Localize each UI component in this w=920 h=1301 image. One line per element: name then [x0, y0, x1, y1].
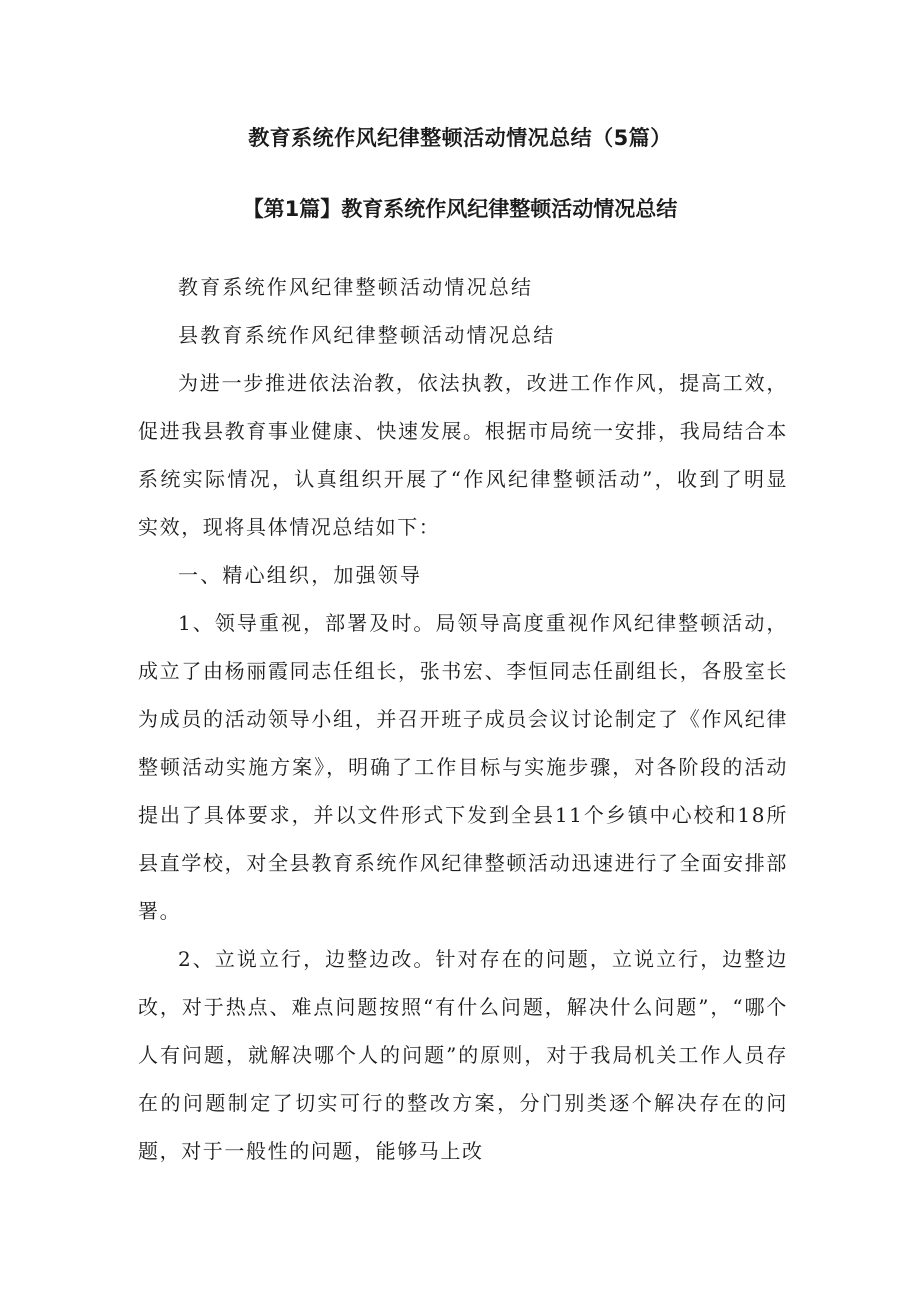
- chapter-heading: 【第1篇】教育系统作风纪律整顿活动情况总结: [242, 197, 678, 221]
- document-body: [138, 263, 788, 1175]
- section-heading-1: 一、精心组织，加强领导: [178, 563, 423, 587]
- paragraph-subtitle: 教育系统作风纪律整顿活动情况总结: [178, 275, 534, 299]
- paragraph-item-2: 2、立说立行，边整边改。针对存在的问题，立说立行，边整边改，对于热点、难点问题按照“有什么问题，解决什么问题”，“哪个人有问题，就解决哪个人的问题”的原则，对于我局机关工作人员存在的问题制定了切实可行的整改方案，分门别类逐个解决存在的问题，对于一般性的问题，能够马上改: [138, 947, 788, 1163]
- document-title: 教育系统作风纪律整顿活动情况总结（5篇）: [248, 126, 672, 150]
- paragraph-item-1: 1、领导重视，部署及时。局领导高度重视作风纪律整顿活动，成立了由杨丽霞同志任组长，张书宏、李恒同志任副组长，各股室长为成员的活动领导小组，并召开班子成员会议讨论制定了《作风纪律整顿活动实施方案》，明确了工作目标与实施步骤，对各阶段的活动提出了具体要求，并以文件形式下发到全县11个乡镇中心校和18所县直学校，对全县教育系统作风纪律整顿活动迅速进行了全面安排部署。: [138, 611, 788, 923]
- paragraph-intro: 为进一步推进依法治教，依法执教，改进工作作风，提高工效，促进我县教育事业健康、快速发展。根据市局统一安排，我局结合本系统实际情况，认真组织开展了“作风纪律整顿活动”，收到了明显实效，现将具体情况总结如下：: [138, 371, 788, 539]
- paragraph-subtitle-county: 县教育系统作风纪律整顿活动情况总结: [178, 323, 556, 347]
